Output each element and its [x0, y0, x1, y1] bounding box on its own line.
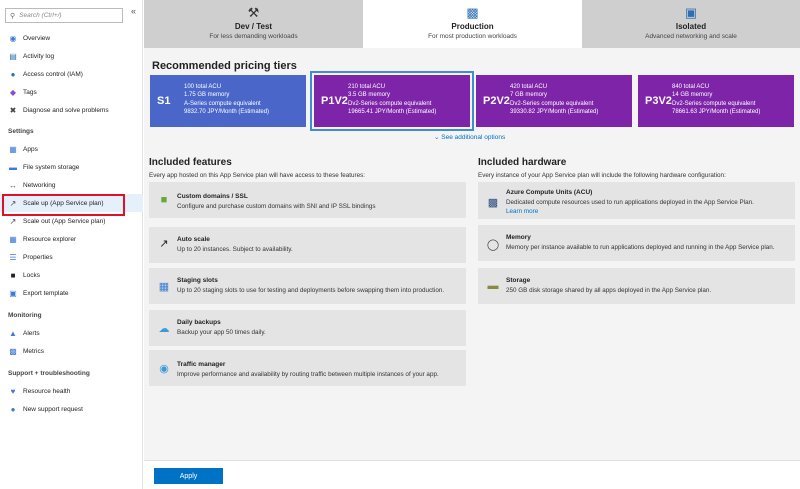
feature-card-custom-domains: ■ Custom domains / SSL Configure and purchase custom domains with SNI and IP SSL bindings: [149, 182, 466, 218]
people-icon: ●: [10, 69, 16, 79]
tier-card-p3v2[interactable]: P3V2 840 total ACU 14 GB memory Dv2-Series compute equivalent 78661.63 JPY/Month (Estimated): [638, 75, 794, 127]
traffic-globe-icon: ◉: [159, 362, 169, 375]
tier-details: 840 total ACU 14 GB memory Dv2-Series compute equivalent 78661.63 JPY/Month (Estimated): [672, 84, 761, 116]
isolated-icon: ▣: [684, 5, 698, 20]
support-header: Support + troubleshooting: [8, 369, 90, 377]
apps-icon: ▦: [9, 144, 17, 154]
features-subtitle: Every app hosted on this App Service plan will have access to these features:: [149, 172, 365, 179]
see-additional-options-link[interactable]: ⌄ See additional options: [434, 134, 506, 141]
sidebar: [0, 0, 143, 489]
sidebar-item-tags[interactable]: ◆ Tags: [9, 87, 37, 97]
collapse-sidebar-button[interactable]: «: [131, 6, 137, 16]
nav-monitoring: [0, 306, 143, 360]
sidebar-item-new-support-request[interactable]: ● New support request: [0, 400, 143, 418]
tab-dev-test[interactable]: ⚒ Dev / Test For less demanding workloads: [144, 0, 363, 48]
tier-details: 100 total ACU 1.75 GB memory A-Series compute equivalent 9832.70 JPY/Month (Estimated): [184, 84, 270, 116]
building-icon: ▩: [466, 5, 479, 20]
backup-cloud-icon: ☁: [158, 322, 170, 335]
explorer-icon: ▦: [9, 234, 17, 244]
hardware-card-storage: ▬ Storage 250 GB disk storage shared by all apps deployed in the App Service plan.: [478, 268, 795, 304]
wrench-icon: ✖: [9, 105, 17, 115]
storage-disk-icon: ▬: [487, 280, 499, 292]
sidebar-item-activity-log[interactable]: ▤ Activity log: [9, 51, 55, 61]
tier-card-p2v2[interactable]: P2V2 420 total ACU 7 GB memory Dv2-Series compute equivalent 39330.82 JPY/Month (Estimated): [476, 75, 632, 127]
scale-up-icon: ↗: [9, 198, 17, 208]
tier-category-tabs: [144, 0, 800, 48]
networking-icon: ↔: [9, 180, 17, 190]
feature-card-auto-scale: ↗ Auto scale Up to 20 instances. Subject to availability.: [149, 227, 466, 263]
sidebar-item-scale-out[interactable]: ↗ Scale out (App Service plan): [9, 216, 106, 226]
main-panel: [144, 0, 800, 489]
hardware-subtitle: Every instance of your App Service plan will include the following hardware configuration:: [478, 172, 726, 179]
lock-icon: ■: [10, 270, 16, 280]
hardware-card-acu: ▩ Azure Compute Units (ACU) Dedicated compute resources used to run applications deployed in the App Service Plan. Learn more: [478, 182, 795, 219]
tier-details: 210 total ACU 3.5 GB memory Dv2-Series compute equivalent 19665.41 JPY/Month (Estimated): [348, 84, 437, 116]
tier-card-s1[interactable]: S1 100 total ACU 1.75 GB memory A-Series compute equivalent 9832.70 JPY/Month (Estimated): [150, 75, 306, 127]
sidebar-item-networking[interactable]: ↔ Networking: [9, 180, 56, 190]
nav-support: [0, 364, 143, 418]
sidebar-item-file-system-storage[interactable]: ▬ File system storage: [9, 162, 80, 172]
acu-icon: ▩: [487, 196, 499, 209]
heart-icon: ♥: [10, 386, 16, 396]
settings-header: Settings: [8, 127, 34, 135]
scale-out-icon: ↗: [9, 216, 17, 226]
tier-details: 420 total ACU 7 GB memory Dv2-Series compute equivalent 39330.82 JPY/Month (Estimated): [510, 84, 599, 116]
sidebar-item-resource-explorer[interactable]: ▦ Resource explorer: [9, 234, 77, 244]
sidebar-item-metrics[interactable]: ▩ Metrics: [9, 346, 44, 356]
sidebar-item-properties[interactable]: ☰ Properties: [9, 252, 53, 262]
feature-card-traffic-manager: ◉ Traffic manager Improve performance and availability by routing traffic between multiple instances of your app.: [149, 350, 466, 386]
autoscale-icon: ↗: [159, 237, 169, 250]
footer-bar: [144, 460, 800, 489]
feature-card-daily-backups: ☁ Daily backups Backup your app 50 times daily.: [149, 310, 466, 346]
export-icon: ▣: [9, 288, 17, 298]
properties-icon: ☰: [9, 252, 17, 262]
search-icon: ⚲: [10, 12, 16, 20]
sidebar-item-resource-health[interactable]: ♥ Resource health: [0, 382, 143, 400]
tag-icon: ◆: [9, 87, 17, 97]
tab-production[interactable]: ▩ Production For most production workloads: [363, 0, 582, 48]
ssl-lock-icon: ■: [160, 194, 168, 206]
sidebar-item-alerts[interactable]: ▲ Alerts: [9, 328, 40, 338]
sidebar-item-access-control[interactable]: ● Access control (IAM): [0, 65, 143, 83]
memory-icon: ◯: [486, 238, 500, 251]
search-placeholder: Search (Ctrl+/): [19, 12, 62, 19]
pricing-tiers: [150, 75, 794, 127]
sidebar-item-locks[interactable]: ■ Locks: [0, 266, 143, 284]
log-icon: ▤: [9, 51, 17, 61]
nav-settings: [0, 122, 143, 302]
nav-top: [0, 29, 143, 119]
chevron-down-icon: ⌄: [434, 134, 442, 141]
metrics-icon: ▩: [9, 346, 17, 356]
sidebar-item-export-template[interactable]: ▣ Export template: [9, 288, 69, 298]
sidebar-item-diagnose[interactable]: ✖ Diagnose and solve problems: [9, 105, 109, 115]
apply-button[interactable]: Apply: [154, 468, 223, 484]
storage-icon: ▬: [9, 162, 17, 172]
sidebar-item-scale-up[interactable]: ↗ Scale up (App Service plan): [0, 194, 143, 212]
tab-isolated[interactable]: ▣ Isolated Advanced networking and scale: [582, 0, 800, 48]
sidebar-item-overview[interactable]: ◉ Overview: [9, 33, 51, 43]
staging-icon: ▦: [158, 280, 170, 293]
hardware-card-memory: ◯ Memory Memory per instance available to run applications deployed and running in the App Service plan.: [478, 225, 795, 261]
search-input[interactable]: [5, 8, 123, 23]
tools-icon: ⚒: [247, 5, 260, 20]
learn-more-link[interactable]: Learn more: [506, 208, 539, 215]
monitoring-header: Monitoring: [8, 311, 42, 319]
recommended-title: Recommended pricing tiers: [152, 60, 297, 72]
tier-card-p1v2[interactable]: P1V2 210 total ACU 3.5 GB memory Dv2-Series compute equivalent 19665.41 JPY/Month (Estimated): [314, 75, 470, 127]
sidebar-item-apps[interactable]: ▦ Apps: [9, 144, 38, 154]
hardware-title: Included hardware: [478, 157, 567, 168]
features-title: Included features: [149, 157, 232, 168]
support-icon: ●: [10, 404, 16, 414]
globe-icon: ◉: [9, 33, 17, 43]
alert-icon: ▲: [9, 328, 17, 338]
feature-card-staging-slots: ▦ Staging slots Up to 20 staging slots to use for testing and deployments before swapping them into production.: [149, 268, 466, 304]
